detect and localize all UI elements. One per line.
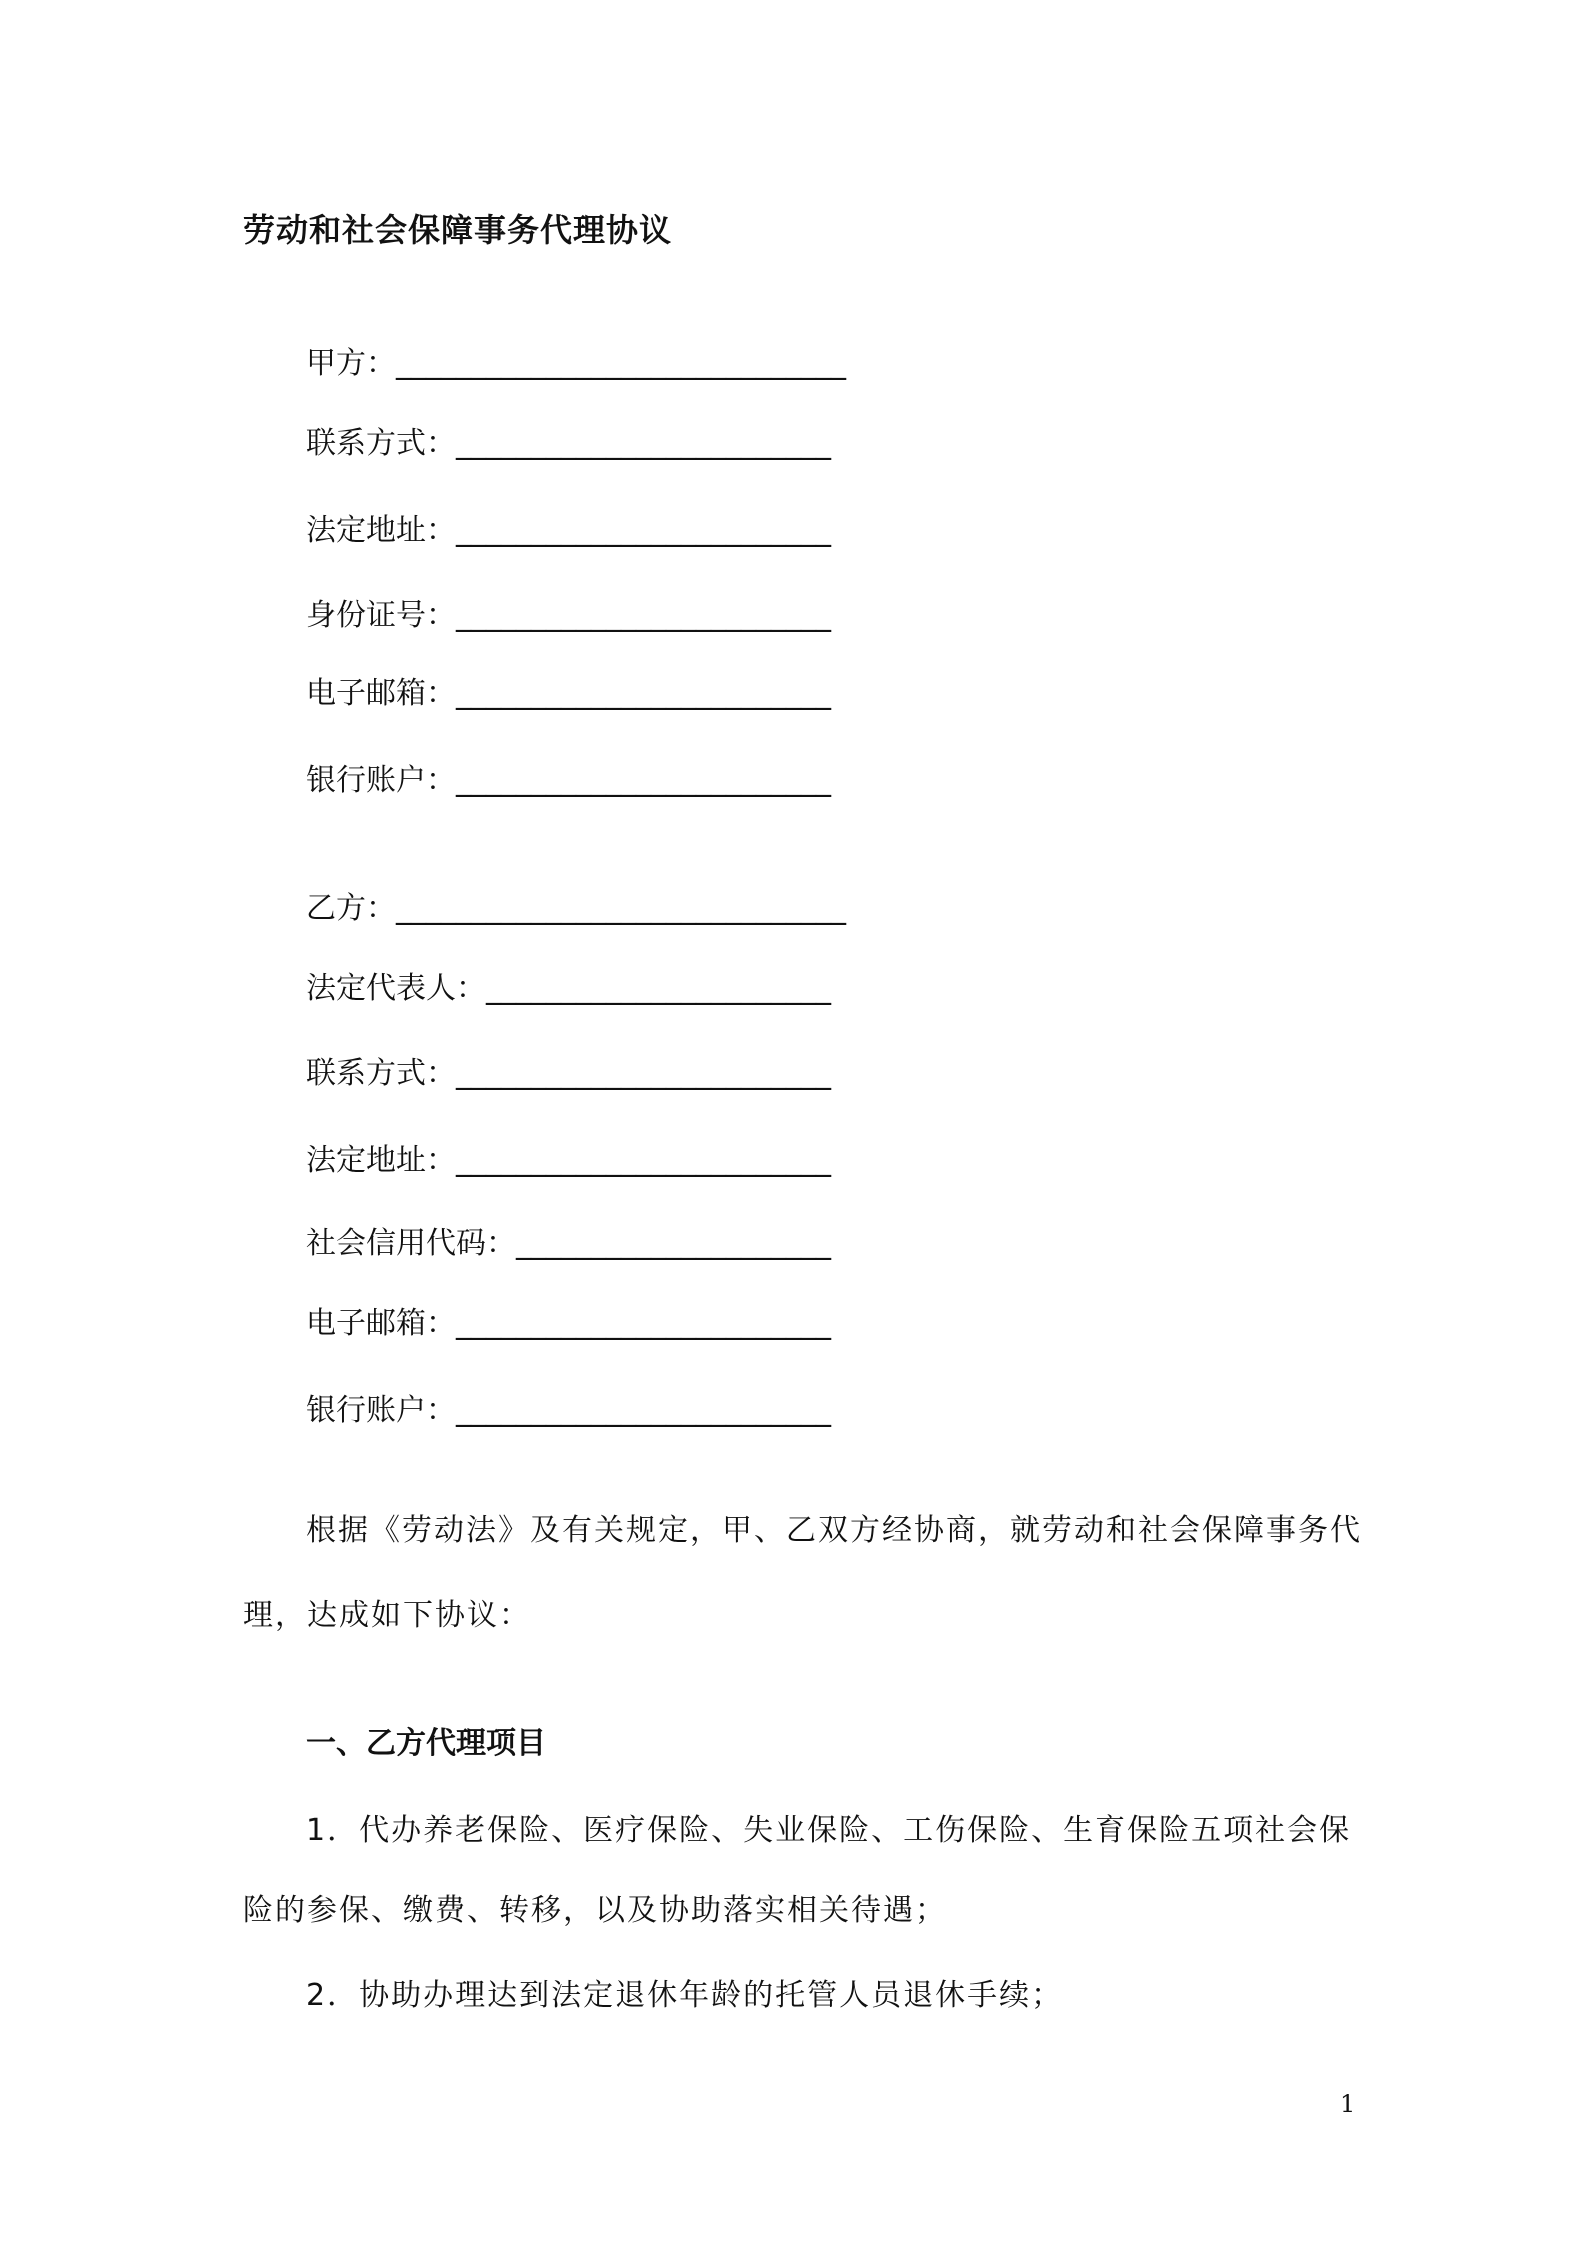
party-b-address-field: 法定地址：_________________________ [306, 1143, 831, 1178]
item-1-line-2: 险的参保、缴费、转移，以及协助落实相关待遇； [243, 1893, 947, 1928]
party-a-bank-field: 银行账户：_________________________ [306, 763, 831, 798]
party-b-representative-field: 法定代表人：_______________________ [306, 971, 831, 1006]
party-a-address-field: 法定地址：_________________________ [306, 513, 831, 548]
party-b-bank-field: 银行账户：_________________________ [306, 1393, 831, 1428]
party-b-name-field: 乙方：______________________________ [306, 891, 846, 926]
party-a-email-field: 电子邮箱：_________________________ [306, 676, 831, 711]
document-title: 劳动和社会保障事务代理协议 [243, 211, 673, 249]
party-b-email-field: 电子邮箱：_________________________ [306, 1306, 831, 1341]
party-b-credit-code-field: 社会信用代码：_____________________ [306, 1226, 831, 1261]
page-number: 1 [1340, 2090, 1356, 2118]
party-a-id-field: 身份证号：_________________________ [306, 598, 831, 633]
item-1-line-1: 1．代办养老保险、医疗保险、失业保险、工伤保险、生育保险五项社会保 [306, 1813, 1352, 1848]
party-b-contact-field: 联系方式：_________________________ [306, 1056, 831, 1091]
party-a-contact-field: 联系方式：_________________________ [306, 426, 831, 461]
section-1-heading: 一、乙方代理项目 [306, 1726, 546, 1761]
intro-paragraph-line-2: 理，达成如下协议： [243, 1598, 531, 1633]
party-a-name-field: 甲方：______________________________ [306, 346, 846, 381]
item-2: 2．协助办理达到法定退休年龄的托管人员退休手续； [306, 1978, 1064, 2013]
intro-paragraph-line-1: 根据《劳动法》及有关规定，甲、乙双方经协商，就劳动和社会保障事务代 [306, 1513, 1362, 1548]
